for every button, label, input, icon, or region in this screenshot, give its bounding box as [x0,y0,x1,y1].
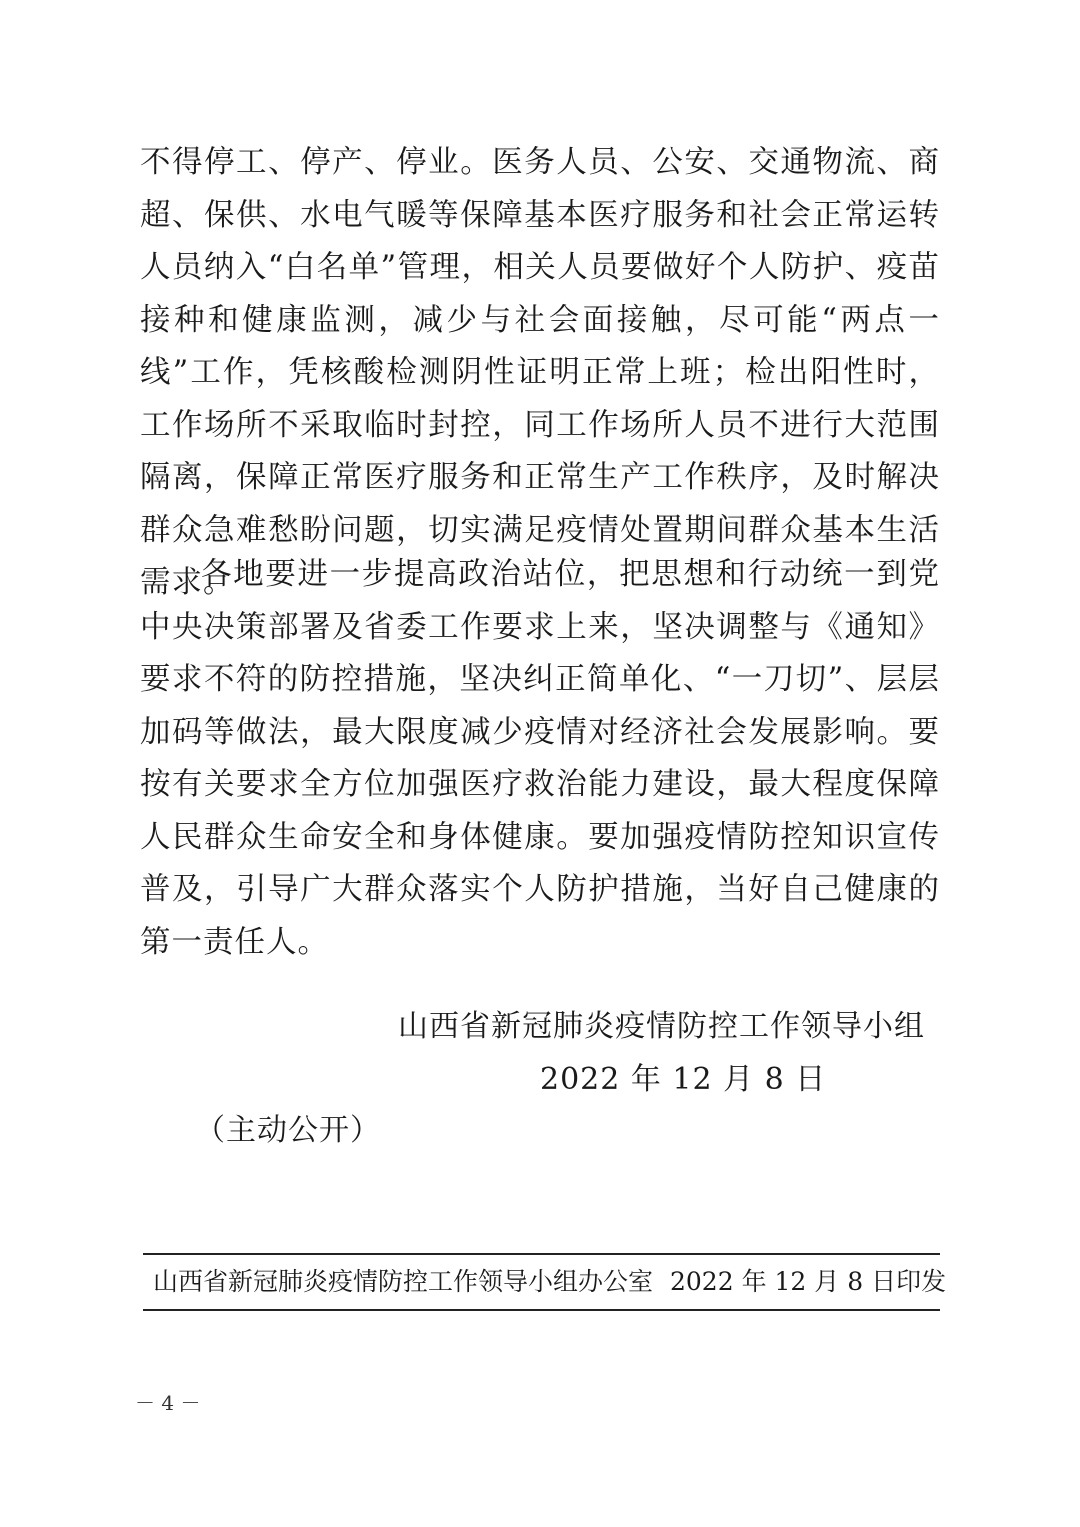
body-paragraph-1: 不得停工、停产、停业。医务人员、公安、交通物流、商超、保供、水电气暖等保障基本医疗服务和社会正常运转人员纳入“白名单”管理，相关人员要做好个人防护、疫苗接种和健康监测，减少与社会面接触，尽可能“两点一线”工作，凭核酸检测阴性证明正常上班；检出阳性时，工作场所不采取临时封控，同工作场所人员不进行大范围隔离，保障正常医疗服务和正常生产工作秩序，及时解决群众急难愁盼问题，切实满足疫情处置期间群众基本生活需求。 [140,145,940,600]
disclosure-label: （主动公开） [195,1113,381,1148]
footer-bottom-rule [143,1309,940,1311]
body-paragraph-2: 各地要进一步提高政治站位，把思想和行动统一到党中央决策部署及省委工作要求上来，坚决调整与《通知》要求不符的防控措施，坚决纠正简单化、“一刀切”、层层加码等做法，最大限度减少疫情对经济社会发展影响。要按有关要求全方位加强医疗救治能力建设，最大程度保障人民群众生命安全和身体健康。要加强疫情防控知识宣传普及，引导广大群众落实个人防护措施，当好自己健康的第一责任人。 [140,557,940,960]
footer-issuer: 山西省新冠肺炎疫情防控工作领导小组办公室 [153,1267,654,1296]
footer-issue-date: 2022 年 12 月 8 日印发 [670,1267,947,1296]
signature-date: 2022 年 12 月 8 日 [540,1062,827,1097]
page-number: － 4 － [135,1391,201,1415]
signature-organization: 山西省新冠肺炎疫情防控工作领导小组 [398,1009,925,1044]
footer-top-rule [143,1253,940,1255]
